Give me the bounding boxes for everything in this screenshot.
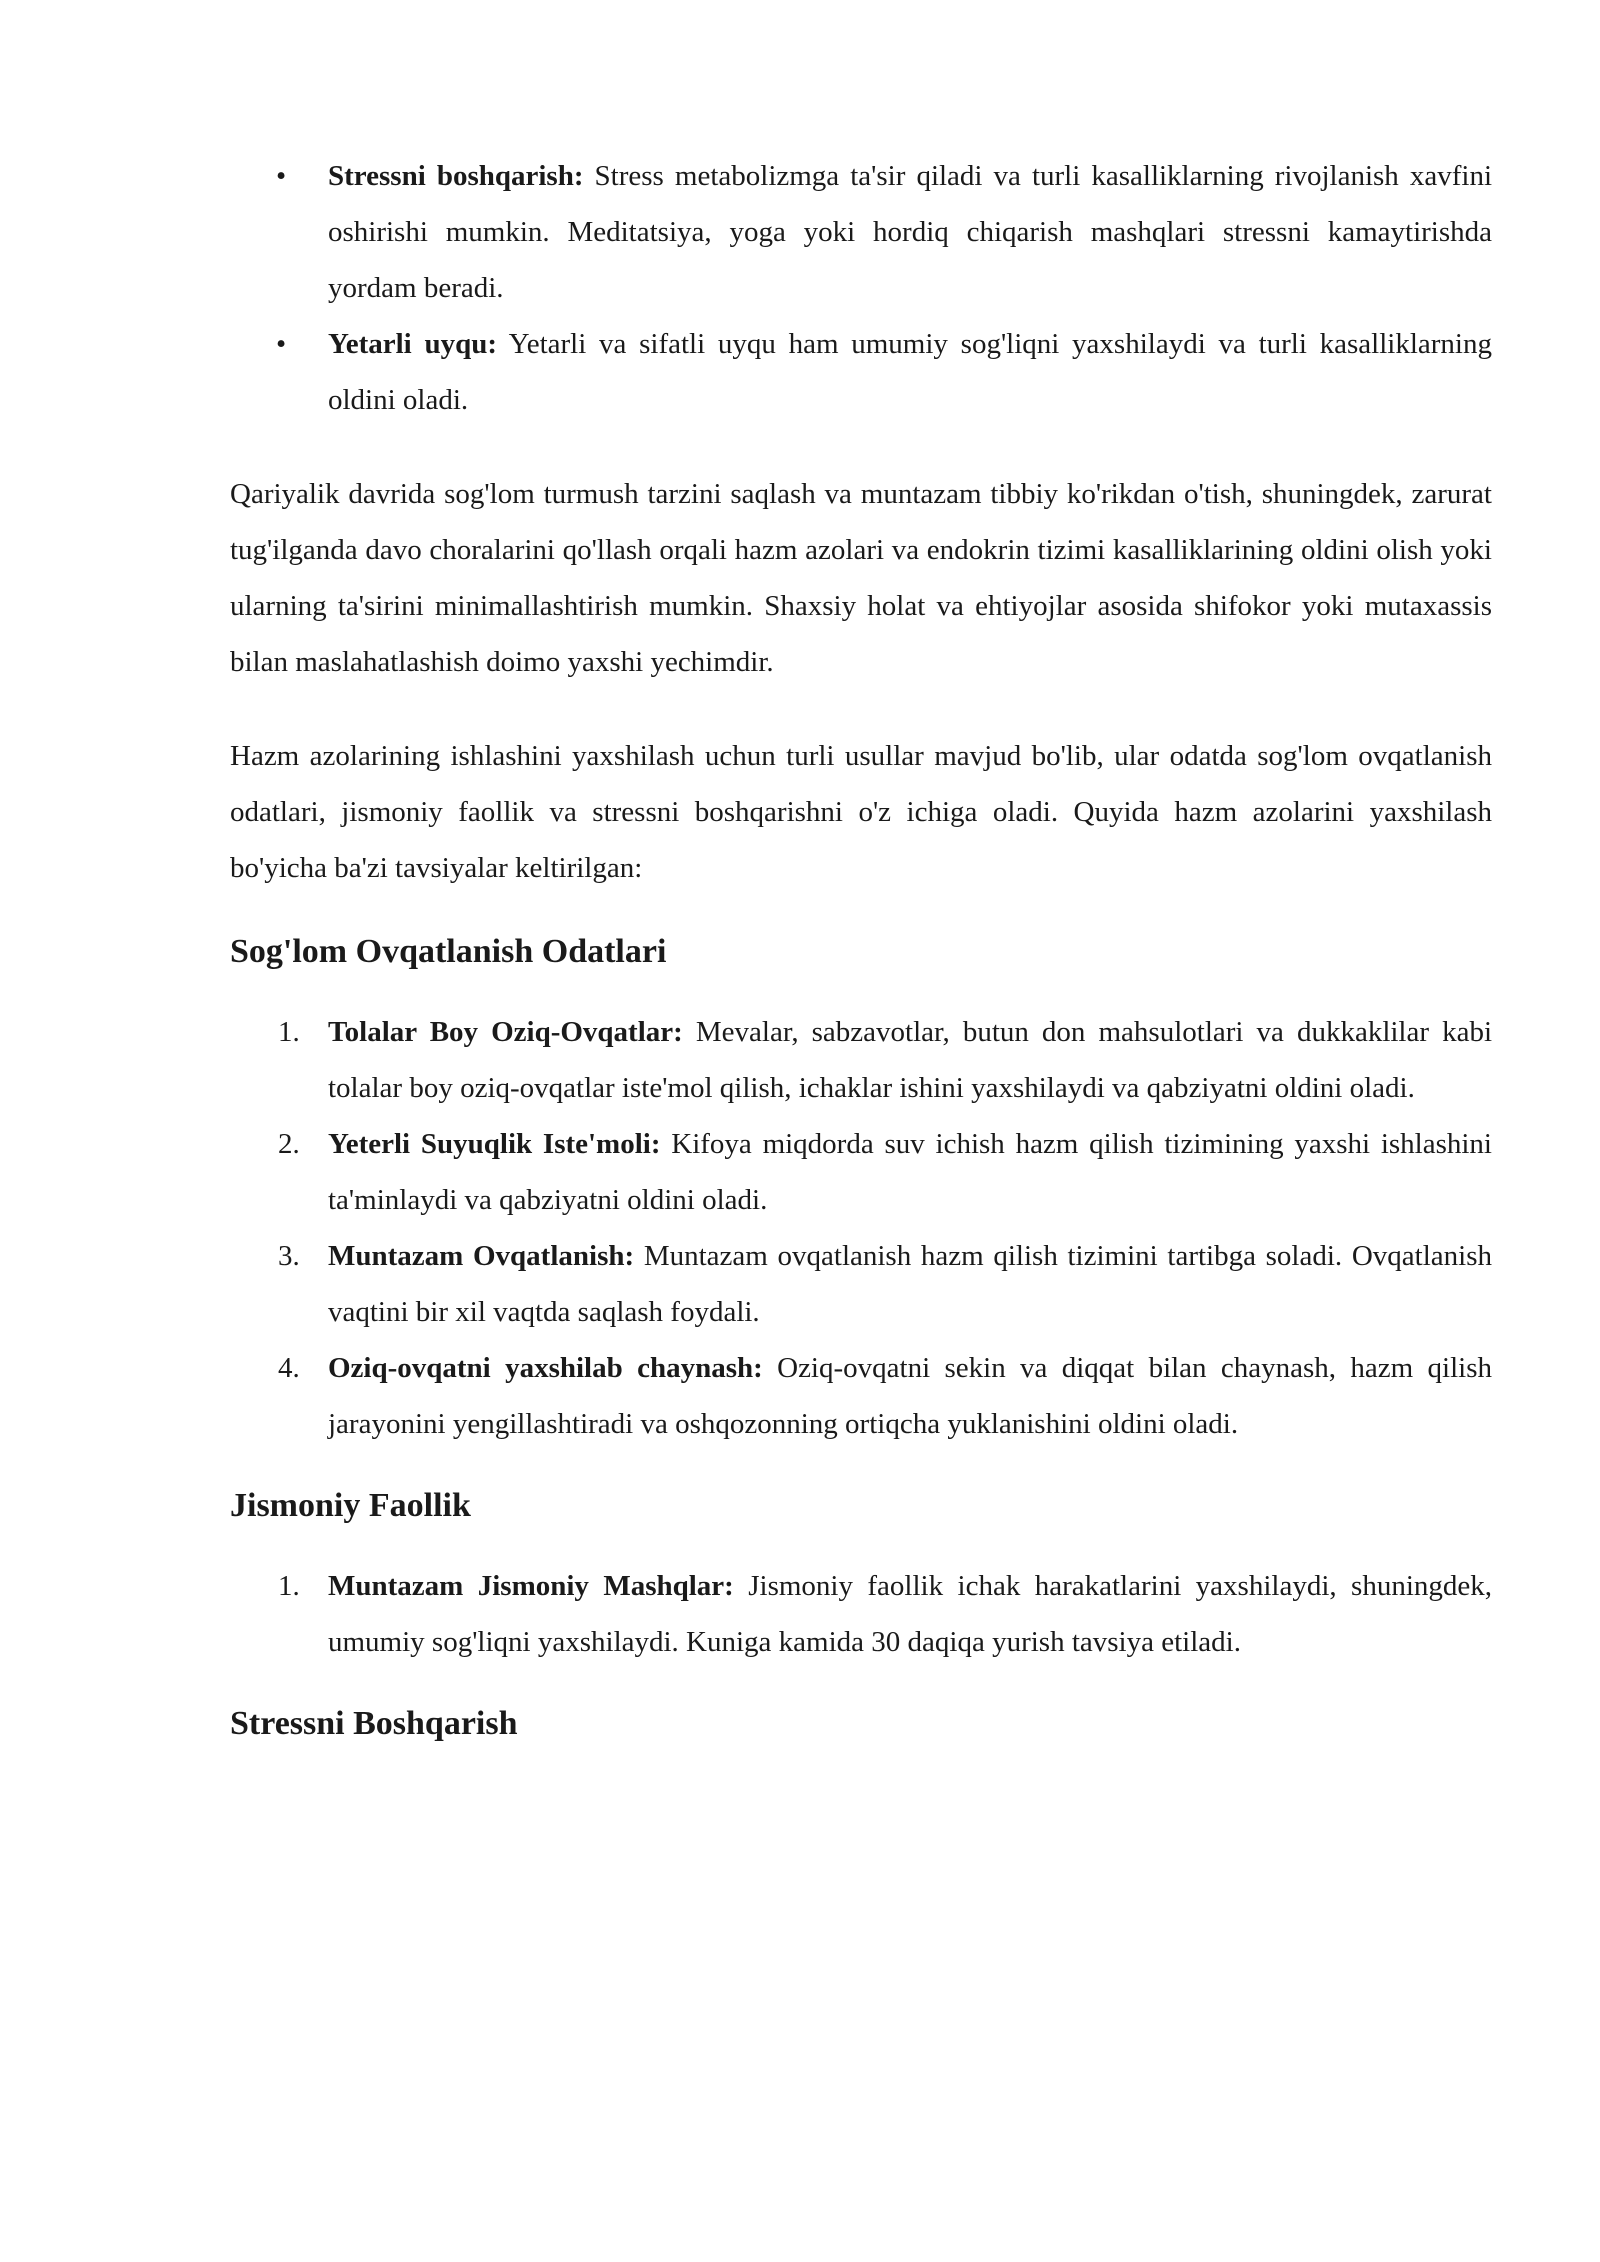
list-item-text: Muntazam ovqatlanish hazm qilish tizimini tartibga soladi. Ovqatlanish vaqtini bir xil vaqtda saqlash foydali. bbox=[328, 1240, 1492, 1328]
bullet-marker: • bbox=[276, 160, 287, 192]
document-page bbox=[230, 148, 1492, 1776]
list-item-label: Stressni boshqarish: bbox=[328, 160, 584, 192]
list-item bbox=[276, 316, 1492, 428]
bullet-marker: • bbox=[276, 328, 287, 360]
list-number: 3. bbox=[278, 1240, 300, 1272]
list-item-text: Kifoya miqdorda suv ichish hazm qilish tizimining yaxshi ishlashini ta'minlaydi va qabziyatni oldini oladi. bbox=[328, 1128, 1492, 1216]
numbered-list bbox=[230, 1558, 1492, 1670]
list-item-text: Yetarli va sifatli uyqu ham umumiy sog'liqni yaxshilaydi va turli kasalliklarning oldini oladi. bbox=[328, 328, 1492, 416]
section-heading: Sog'lom Ovqatlanish Odatlari bbox=[230, 933, 667, 970]
list-item-text: Oziq-ovqatni sekin va diqqat bilan chaynash, hazm qilish jarayonini yengillashtiradi va oshqozonning ortiqcha yuklanishini oldini oladi. bbox=[328, 1352, 1492, 1440]
list-number: 4. bbox=[278, 1352, 300, 1384]
list-item bbox=[278, 1116, 1492, 1228]
list-item-label: Yeterli Suyuqlik Iste'moli: bbox=[328, 1128, 661, 1160]
list-item-label: Yetarli uyqu: bbox=[328, 328, 498, 360]
list-number: 1. bbox=[278, 1016, 300, 1048]
section-heading: Jismoniy Faollik bbox=[230, 1487, 471, 1524]
list-number: 1. bbox=[278, 1570, 300, 1602]
paragraph: Qariyalik davrida sog'lom turmush tarzini saqlash va muntazam tibbiy ko'rikdan o'tish, shuningdek, zarurat tug'ilganda davo choralarini qo'llash orqali hazm azolari va endokrin tizimi kasalliklarining oldini olish yoki ularning ta'sirini minimallashtirish mumkin. Shaxsiy holat va ehtiyojlar asosida shifokor yoki mutaxassis bilan maslahatlashish doimo yaxshi yechimdir. bbox=[230, 478, 1492, 678]
list-item bbox=[276, 148, 1493, 316]
list-item bbox=[278, 1340, 1492, 1452]
list-item-label: Muntazam Jismoniy Mashqlar: bbox=[328, 1570, 734, 1602]
paragraph: Hazm azolarining ishlashini yaxshilash uchun turli usullar mavjud bo'lib, ular odatda sog'lom ovqatlanish odatlari, jismoniy faollik va stressni boshqarishni o'z ichiga oladi. Quyida hazm azolarini yaxshilash bo'yicha ba'zi tavsiyalar keltirilgan: bbox=[230, 740, 1492, 884]
list-item-label: Tolalar Boy Oziq-Ovqatlar: bbox=[328, 1016, 683, 1048]
list-item-label: Muntazam Ovqatlanish: bbox=[328, 1240, 635, 1272]
list-item bbox=[278, 1228, 1492, 1340]
bullet-list bbox=[230, 148, 1492, 428]
list-item-text: Stress metabolizmga ta'sir qiladi va turli kasalliklarning rivojlanish xavfini oshirishi mumkin. Meditatsiya, yoga yoki hordiq chiqarish mashqlari stressni kamaytirishda yordam beradi. bbox=[328, 160, 1493, 304]
section-heading: Stressni Boshqarish bbox=[230, 1705, 518, 1742]
list-item-label: Oziq-ovqatni yaxshilab chaynash: bbox=[328, 1352, 763, 1384]
list-item bbox=[278, 1558, 1492, 1670]
list-item-text: Mevalar, sabzavotlar, butun don mahsulotlari va dukkaklilar kabi tolalar boy oziq-ovqatlar iste'mol qilish, ichaklar ishini yaxshilaydi va qabziyatni oldini oladi. bbox=[328, 1016, 1492, 1104]
list-item-text: Jismoniy faollik ichak harakatlarini yaxshilaydi, shuningdek, umumiy sog'liqni yaxshilaydi. Kuniga kamida 30 daqiqa yurish tavsiya etiladi. bbox=[328, 1570, 1492, 1658]
list-number: 2. bbox=[278, 1128, 300, 1160]
numbered-list bbox=[230, 1004, 1492, 1452]
list-item bbox=[278, 1004, 1492, 1116]
